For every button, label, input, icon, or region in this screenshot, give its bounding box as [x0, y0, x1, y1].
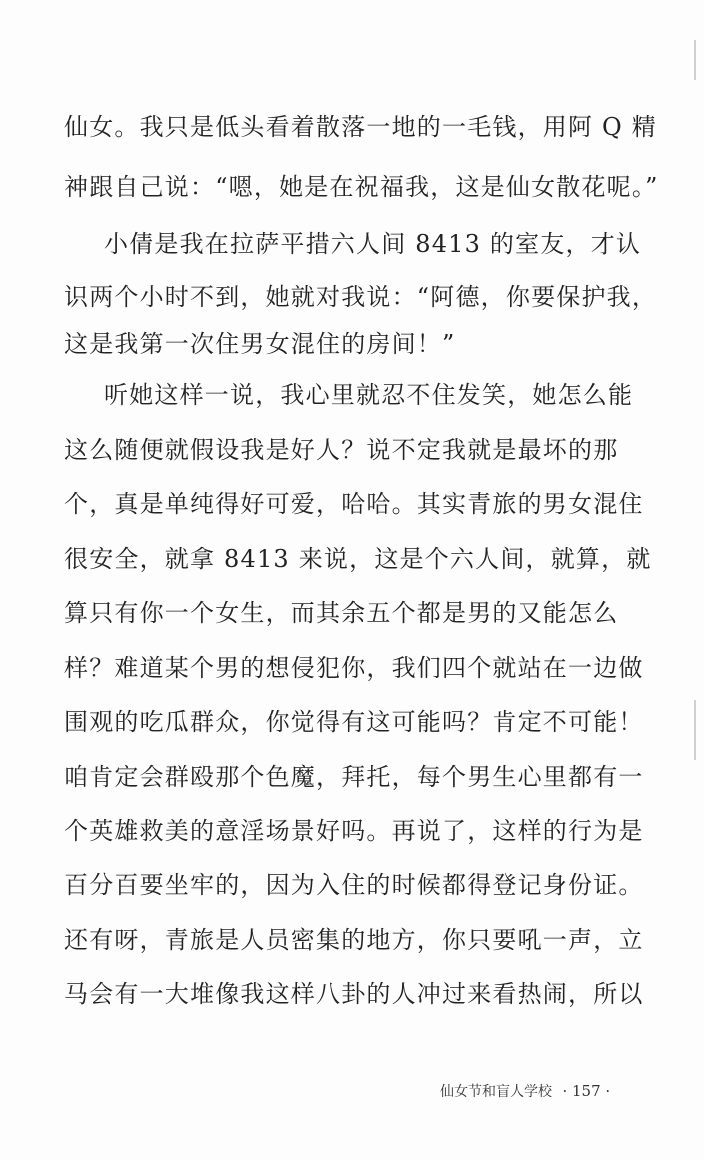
text-line: 咱肯定会群殴那个色魔，拜托，每个男生心里都有一: [64, 763, 644, 791]
text-line: 围观的吃瓜群众，你觉得有这可能吗？肯定不可能！: [64, 708, 644, 736]
text-line: 很安全，就拿 8413 来说，这是个六人间，就算，就: [64, 545, 652, 573]
text-line: 听她这样一说，我心里就忍不住发笑，她怎么能: [104, 381, 634, 409]
page-edge-mark: [694, 700, 696, 760]
text-line: 样？难道某个男的想侵犯你，我们四个就站在一边做: [64, 654, 644, 682]
page-footer: [440, 1082, 610, 1101]
text-line: 仙女。我只是低头看着散落一地的一毛钱，用阿 Q 精: [64, 113, 657, 141]
text-line: 识两个小时不到，她就对我说：“阿德，你要保护我，: [64, 283, 658, 311]
text-line: 这是我第一次住男女混住的房间！”: [64, 330, 456, 358]
text-line: 神跟自己说：“嗯，她是在祝福我，这是仙女散花呢。”: [64, 173, 659, 201]
text-line: 算只有你一个女生，而其余五个都是男的又能怎么: [64, 599, 619, 627]
text-line: 小倩是我在拉萨平措六人间 8413 的室友，才认: [104, 230, 642, 258]
chapter-title: 仙女节和盲人学校: [440, 1084, 552, 1100]
text-line: 百分百要坐牢的，因为入住的时候都得登记身份证。: [64, 871, 644, 899]
text-line: 马会有一大堆像我这样八卦的人冲过来看热闹，所以: [64, 980, 644, 1008]
text-line: 还有呀，青旅是人员密集的地方，你只要吼一声，立: [64, 926, 644, 954]
text-line: 个，真是单纯得好可爱，哈哈。其实青旅的男女混住: [64, 490, 644, 518]
page-number: · 157 ·: [562, 1082, 611, 1100]
text-line: 个英雄救美的意淫场景好吗。再说了，这样的行为是: [64, 817, 644, 845]
page-edge-mark: [694, 40, 696, 80]
text-line: 这么随便就假设我是好人？说不定我就是最坏的那: [64, 436, 619, 464]
